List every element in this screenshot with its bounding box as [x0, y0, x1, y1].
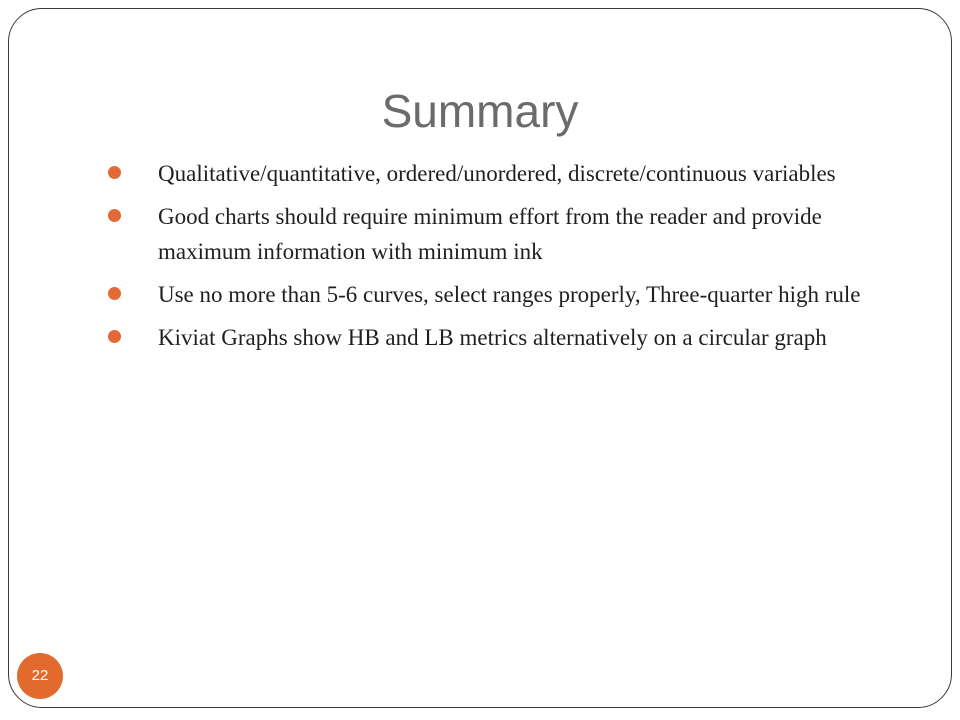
- bullet-dot-icon: [108, 166, 121, 179]
- bullet-item: [108, 320, 888, 355]
- bullet-item: [108, 277, 888, 312]
- bullet-text: Good charts should require minimum effort from the reader and provide maximum information with minimum ink: [158, 204, 822, 264]
- bullet-text: Use no more than 5-6 curves, select ranges properly, Three-quarter high rule: [158, 282, 861, 307]
- slide-number-badge: 22: [17, 653, 63, 699]
- slide-title: Summary: [381, 85, 579, 137]
- bullet-dot-icon: [108, 287, 121, 300]
- bullet-item: [108, 199, 888, 269]
- bullet-dot-icon: [108, 209, 121, 222]
- bullet-dot-icon: [108, 330, 121, 343]
- bullet-text: Qualitative/quantitative, ordered/unordered, discrete/continuous variables: [158, 161, 836, 186]
- bullet-text: Kiviat Graphs show HB and LB metrics alternatively on a circular graph: [158, 325, 827, 350]
- bullet-item: [108, 156, 888, 191]
- bullet-list: [108, 156, 888, 363]
